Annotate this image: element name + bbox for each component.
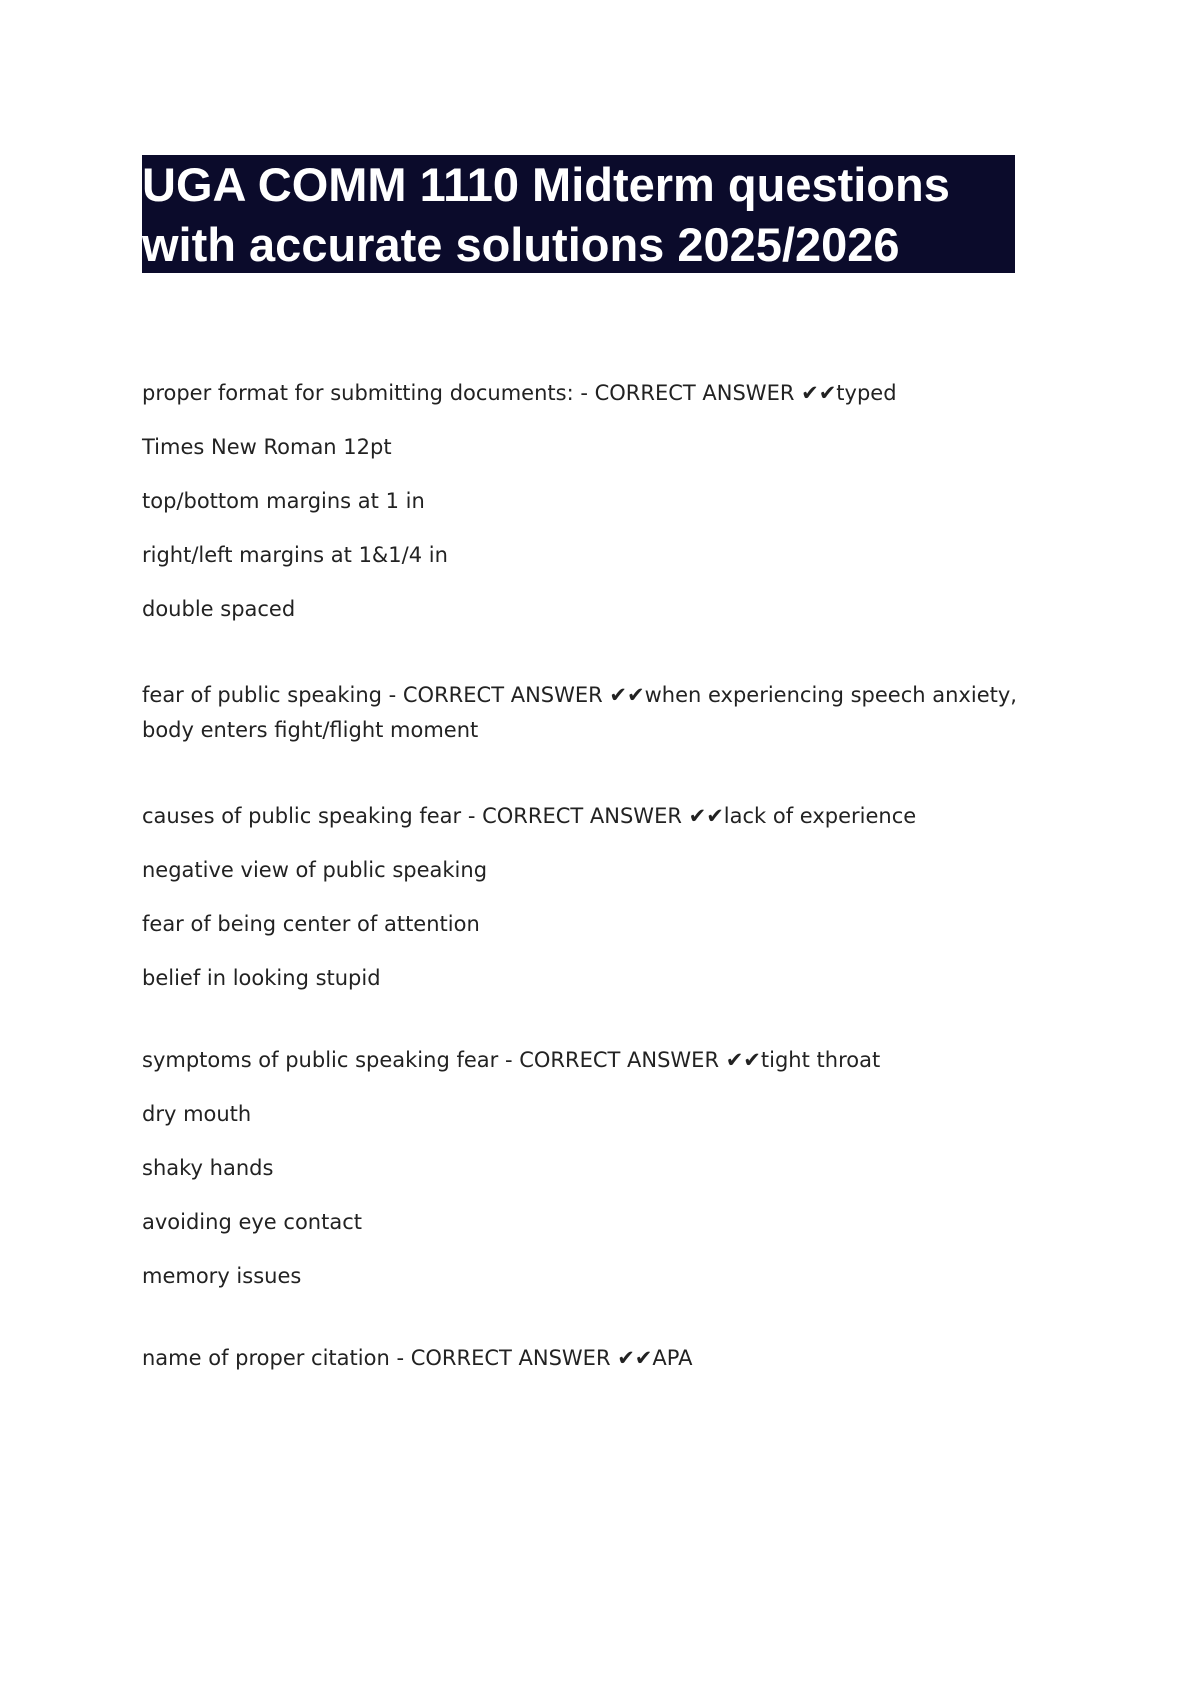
document-title-text: UGA COMM 1110 Midterm questions with accurate solutions 2025/2026 xyxy=(142,158,950,271)
answer-line: right/left margins at 1&1/4 in xyxy=(142,543,448,567)
question-answer-line: fear of public speaking - CORRECT ANSWER ✔✔when experiencing speech anxiety, body enters fight/flight moment xyxy=(142,683,1017,742)
answer-line: Times New Roman 12pt xyxy=(142,435,392,459)
qa-entry-citation xyxy=(142,1345,1062,1372)
answer-line: avoiding eye contact xyxy=(142,1210,362,1234)
document-title xyxy=(142,155,1015,273)
answer-line: memory issues xyxy=(142,1264,302,1288)
question-answer-line: symptoms of public speaking fear - CORRECT ANSWER ✔✔tight throat xyxy=(142,1048,881,1072)
answer-line: dry mouth xyxy=(142,1102,252,1126)
answer-line: fear of being center of attention xyxy=(142,912,480,936)
question-answer-line: name of proper citation - CORRECT ANSWER ✔✔APA xyxy=(142,1346,693,1370)
qa-entry-causes xyxy=(142,803,1062,992)
answer-line: belief in looking stupid xyxy=(142,966,381,990)
answer-line: double spaced xyxy=(142,597,296,621)
answer-line: negative view of public speaking xyxy=(142,858,488,882)
answer-line: top/bottom margins at 1 in xyxy=(142,489,425,513)
answer-line: shaky hands xyxy=(142,1156,274,1180)
qa-entry-format xyxy=(142,380,1062,623)
question-answer-line: proper format for submitting documents: - CORRECT ANSWER ✔✔typed xyxy=(142,381,897,405)
question-answer-line: causes of public speaking fear - CORRECT ANSWER ✔✔lack of experience xyxy=(142,804,917,828)
qa-entry-symptoms xyxy=(142,1047,1062,1290)
qa-entry-fear xyxy=(142,678,1062,748)
document-body xyxy=(142,380,1062,1427)
